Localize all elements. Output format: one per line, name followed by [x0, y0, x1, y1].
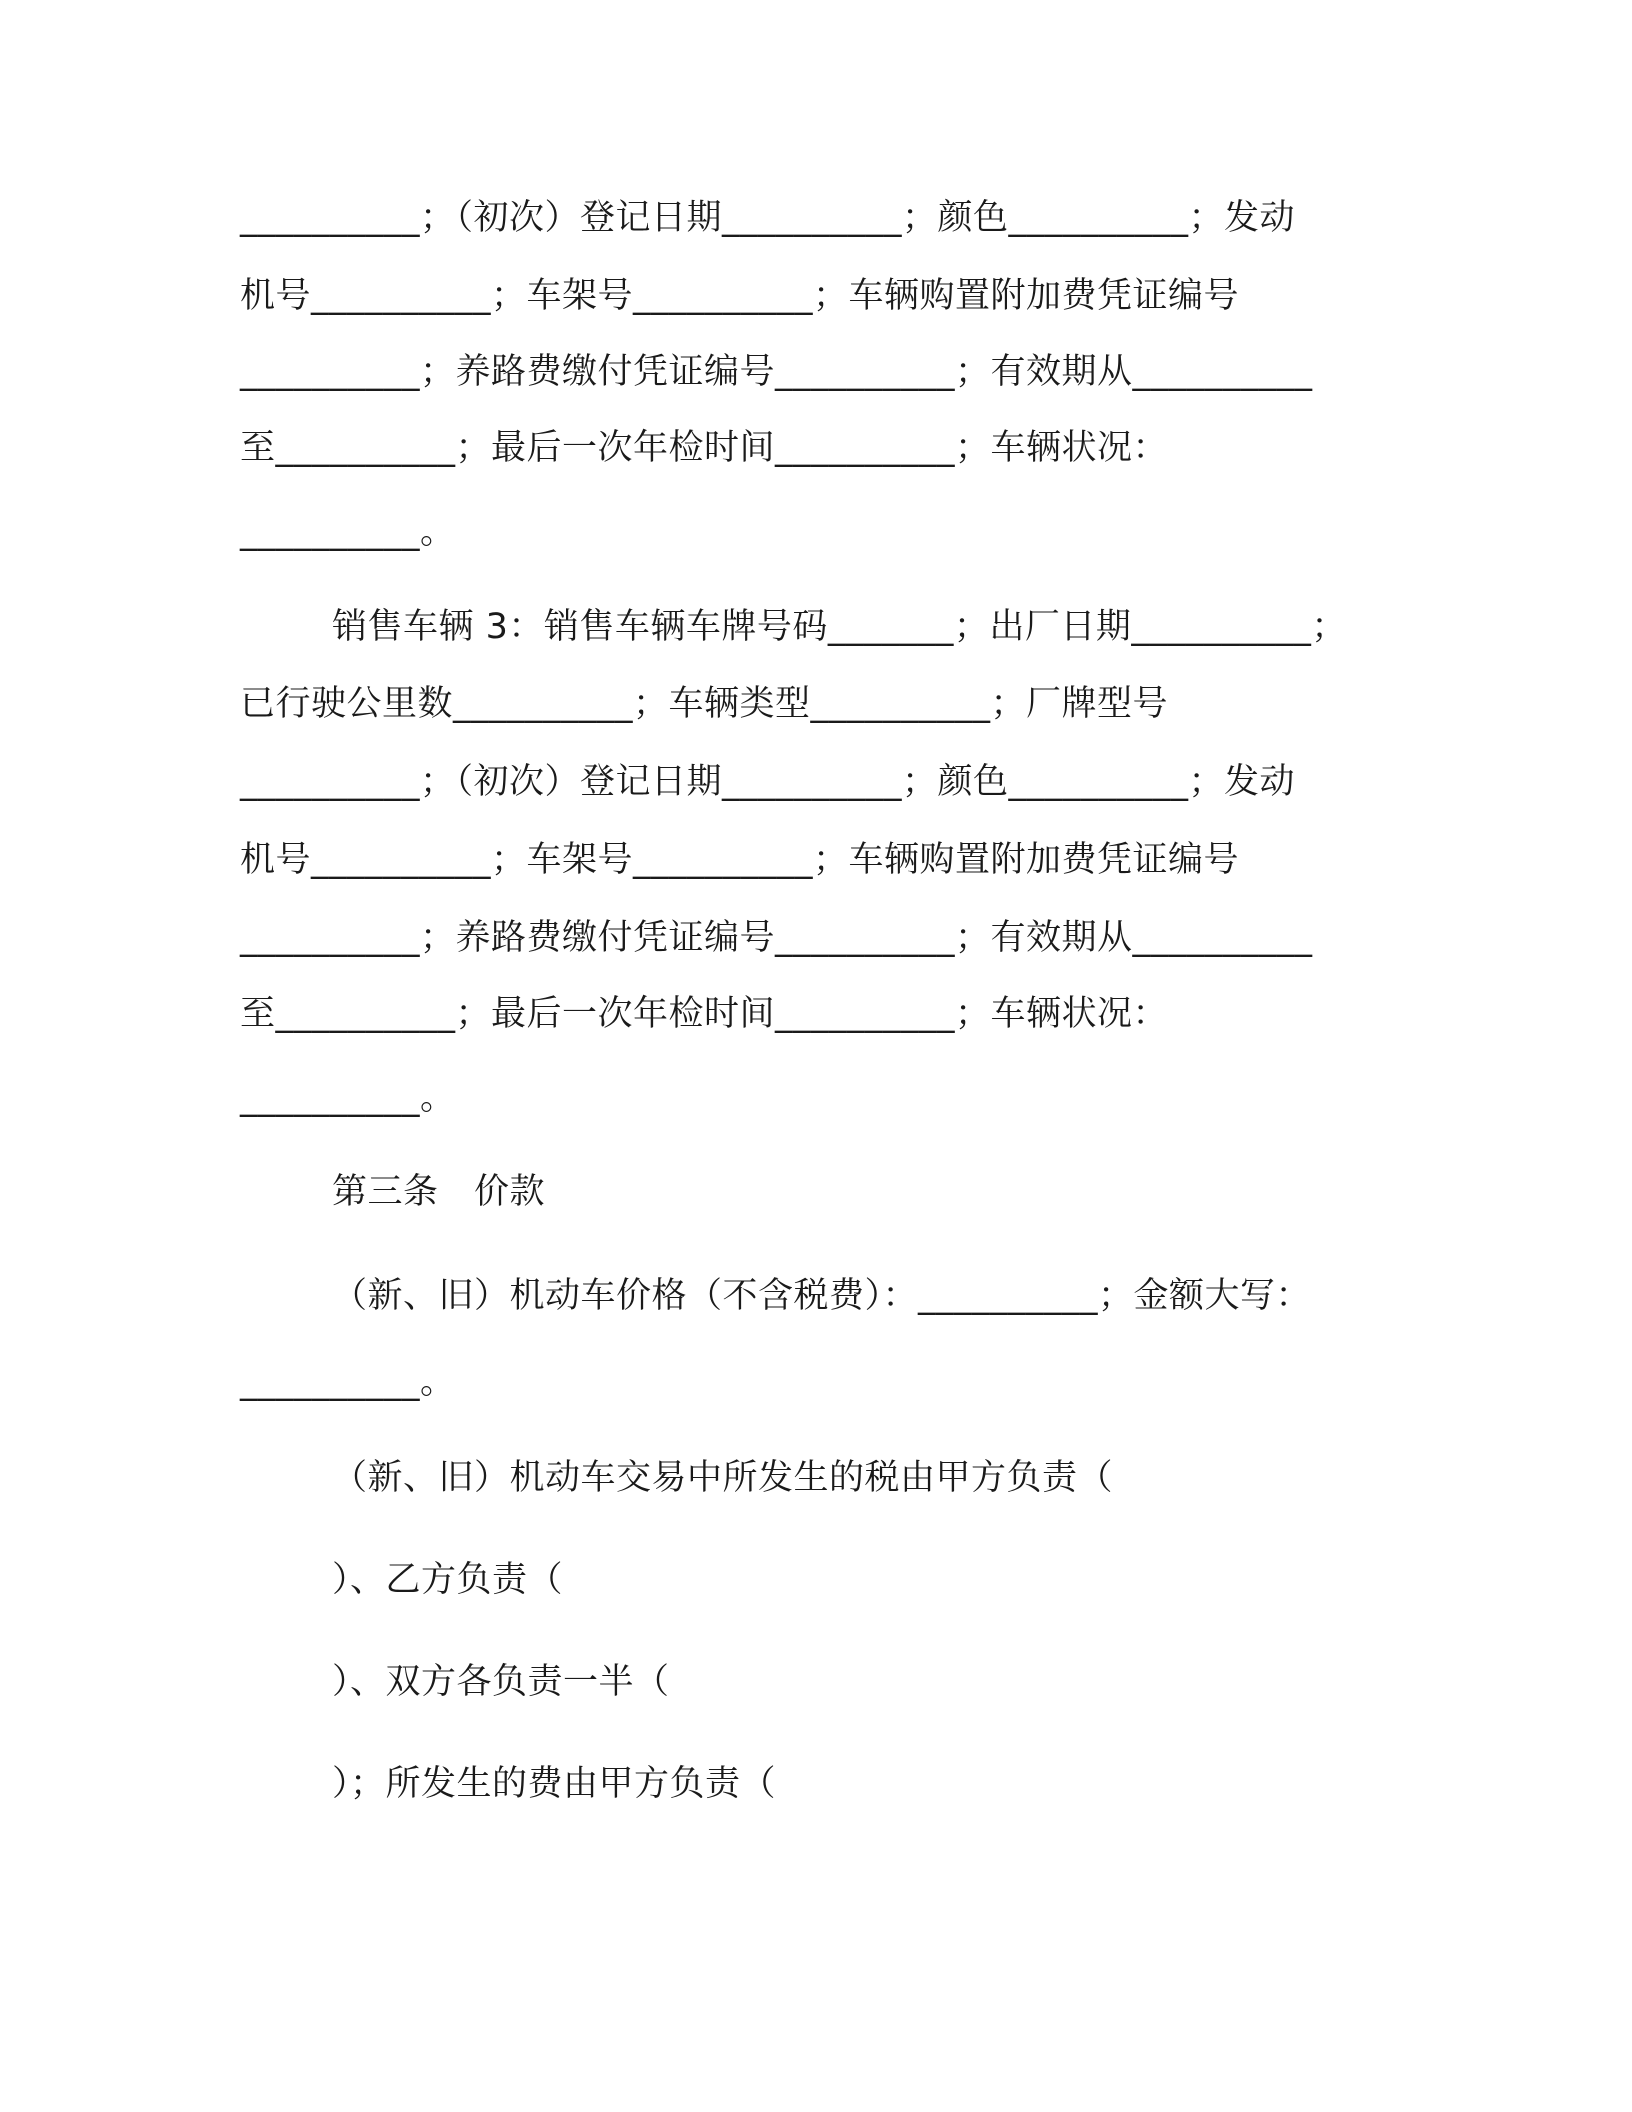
text-line: 机号__________；车架号__________；车辆购置附加费凭证编号	[240, 840, 1240, 880]
text-line: __________。	[240, 1078, 456, 1118]
price-line: （新、旧）机动车价格（不含税费）：__________；金额大写：	[332, 1276, 1312, 1316]
tax-line: ）、双方各负责一半（	[332, 1662, 670, 1702]
text-line: 机号__________；车架号__________；车辆购置附加费凭证编号	[240, 276, 1240, 316]
article-heading: 第三条 价款	[332, 1172, 546, 1212]
text-line: __________。	[240, 1362, 456, 1402]
tax-line: ）、乙方负责（	[332, 1560, 564, 1600]
text-line: __________；养路费缴付凭证编号__________；有效期从__________	[240, 918, 1313, 958]
text-line: __________；（初次）登记日期__________；颜色__________；发动	[240, 198, 1296, 238]
text-line: 至__________；最后一次年检时间__________；车辆状况：	[240, 994, 1169, 1034]
text-line: 已行驶公里数__________；车辆类型__________；厂牌型号	[240, 684, 1169, 724]
fee-line: ）；所发生的费由甲方负责（	[332, 1764, 777, 1804]
text-line: __________。	[240, 512, 456, 552]
tax-line: （新、旧）机动车交易中所发生的税由甲方负责（	[332, 1458, 1114, 1498]
text-line: __________；养路费缴付凭证编号__________；有效期从__________	[240, 352, 1313, 392]
text-line: __________；（初次）登记日期__________；颜色__________；发动	[240, 762, 1296, 802]
text-line: 至__________；最后一次年检时间__________；车辆状况：	[240, 428, 1169, 468]
section-heading-vehicle-3: 销售车辆 3：销售车辆车牌号码_______；出厂日期__________；	[332, 607, 1347, 647]
